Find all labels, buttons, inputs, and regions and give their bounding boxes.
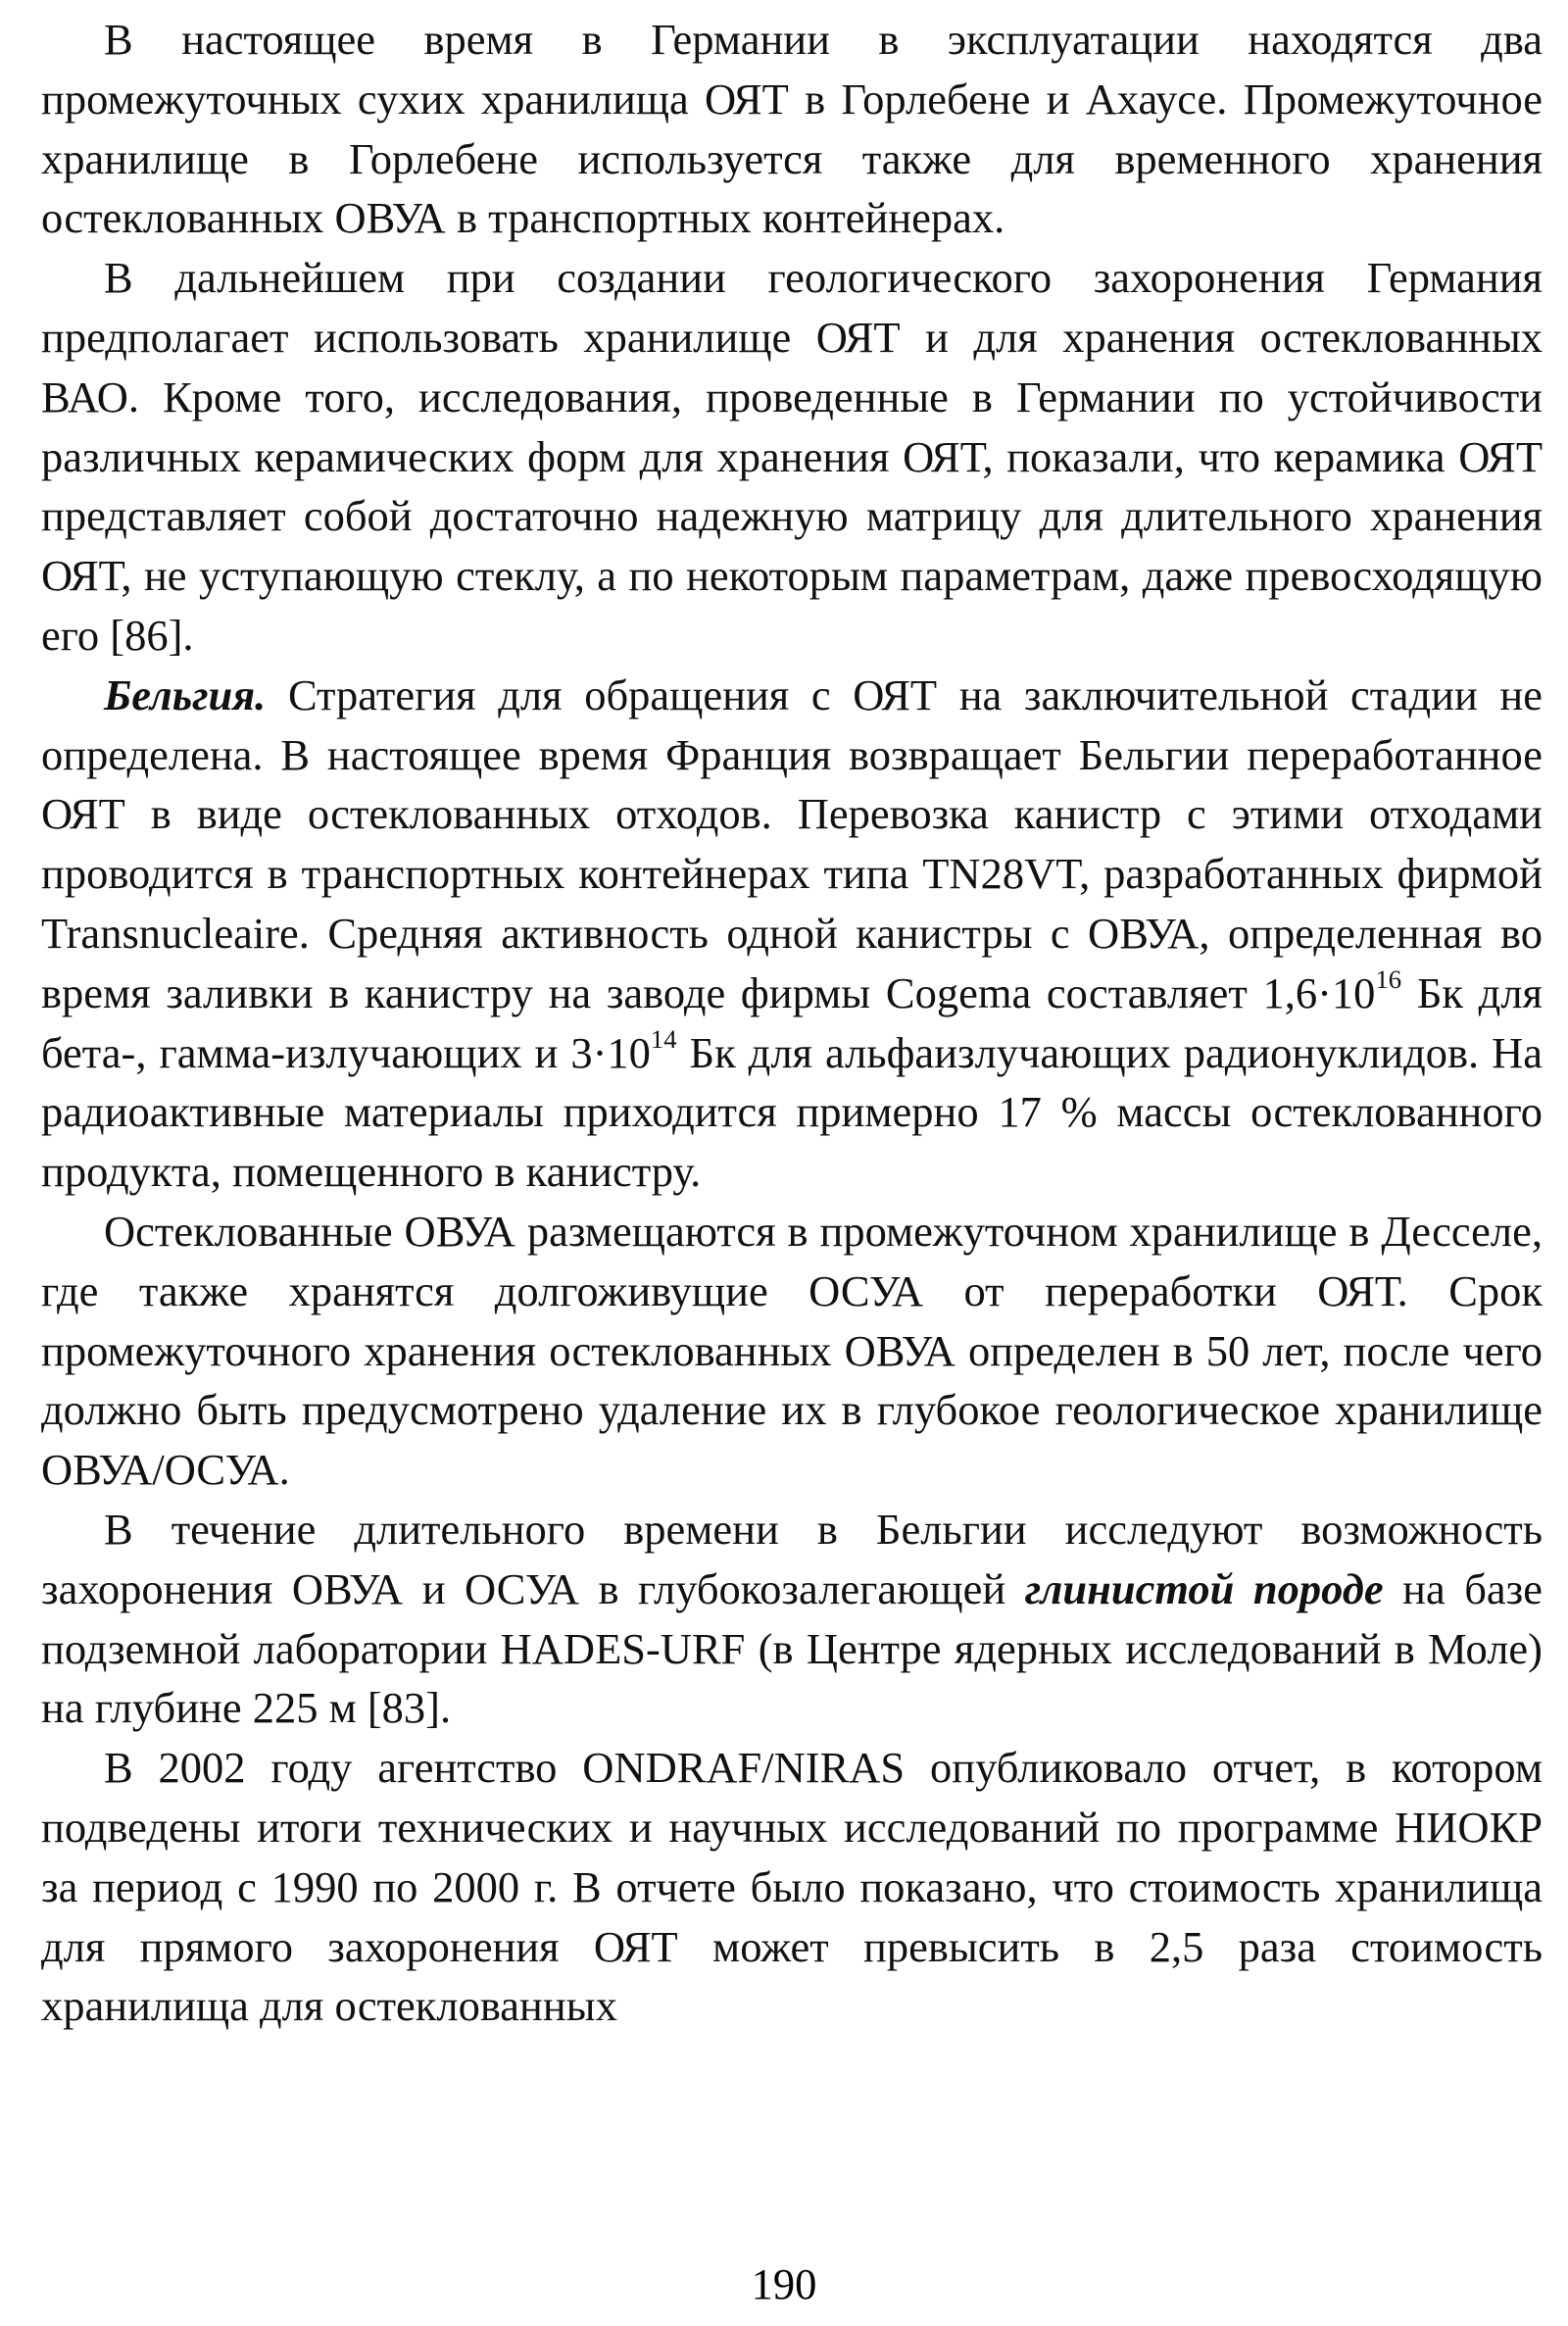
paragraph-ondraf-report: В 2002 году агентство ONDRAF/NIRAS опубликовало отчет, в котором подведены итоги технических и научных исследований по программе НИОКР за период с 1990 по 2000 г. В отчете было показано, что стоимость хранилища для прямого захоронения ОЯТ может превысить в 2,5 раза стоимость хранилища для остеклованных: [41, 1743, 1543, 2031]
text-run: Стратегия для обращения с ОЯТ на заключительной стадии не определена. В настоящее время Франция возвращает Бельгии переработанное ОЯТ в виде остеклованных отходов. Перевозка канистр с этими отходами проводится в транспортных контейнерах типа TN28VT, разработанных фирмой Transnucleaire. Средняя активность одной канистры с ОВУА, определенная во время заливки в канистру на заводе фирмы Cogema составляет: [41, 669, 1543, 1017]
text-run: Бк для бета-, гамма-излучающих и: [41, 967, 1543, 1077]
emphasis-clay-rock: глинистой породе: [1024, 1563, 1384, 1613]
exponent: 16: [1375, 964, 1402, 994]
paragraph-germany-storage: В настоящее время в Германии в эксплуатации находятся два промежуточных сухих хранилища ОЯТ в Горлебене и Ахаусе. Промежуточное хранилище в Горлебене используется также для временного хранения остеклованных ОВУА в транспортных контейнерах.: [41, 15, 1543, 243]
text-run: на базе подземной лаборатории HADES-URF (в Центре ядерных исследований в Моле) на глубине 225 м [83].: [41, 1563, 1543, 1733]
paragraph-germany-ceramics: В дальнейшем при создании геологического захоронения Германия предполагает использовать хранилище ОЯТ и для хранения остеклованных ВАО. Кроме того, исследования, проведенные в Германии по устойчивости различных керамических форм для хранения ОЯТ, показали, что керамика ОЯТ представляет собой достаточно надежную матрицу для длительного хранения ОЯТ, не уступающую стеклу, а по некоторым параметрам, даже превосходящую его [86].: [41, 253, 1543, 660]
exponent: 14: [650, 1023, 677, 1054]
paragraph-belgium-strategy: [41, 666, 1543, 1202]
paragraph-dessel-storage: Остеклованные ОВУА размещаются в промежуточном хранилище в Десселе, где также хранятся долгоживущие ОСУА от переработки ОЯТ. Срок промежуточного хранения остеклованных ОВУА определен в 50 лет, после чего должно быть предусмотрено удаление их в глубокое геологическое хранилище ОВУА/ОСУА.: [41, 1206, 1543, 1495]
activity-value-alpha: $3\cdot 10^{14}$: [570, 1023, 677, 1077]
text-run: Бк для альфаизлучающих радионуклидов. На радиоактивные материалы приходится примерно 17 % массы остеклованного продукта, помещенного в канистру.: [41, 1027, 1543, 1197]
section-heading-belgium: Бельгия.: [104, 669, 267, 719]
activity-value-beta-gamma: $1,6\cdot 10^{16}$: [1262, 964, 1402, 1017]
paragraph-clay-disposal: [41, 1500, 1543, 1738]
text-run: В течение длительного времени в Бельгии исследуют возможность захоронения ОВУА и ОСУА в глубокозалегающей: [41, 1504, 1543, 1613]
page-number: 190: [751, 2259, 817, 2308]
